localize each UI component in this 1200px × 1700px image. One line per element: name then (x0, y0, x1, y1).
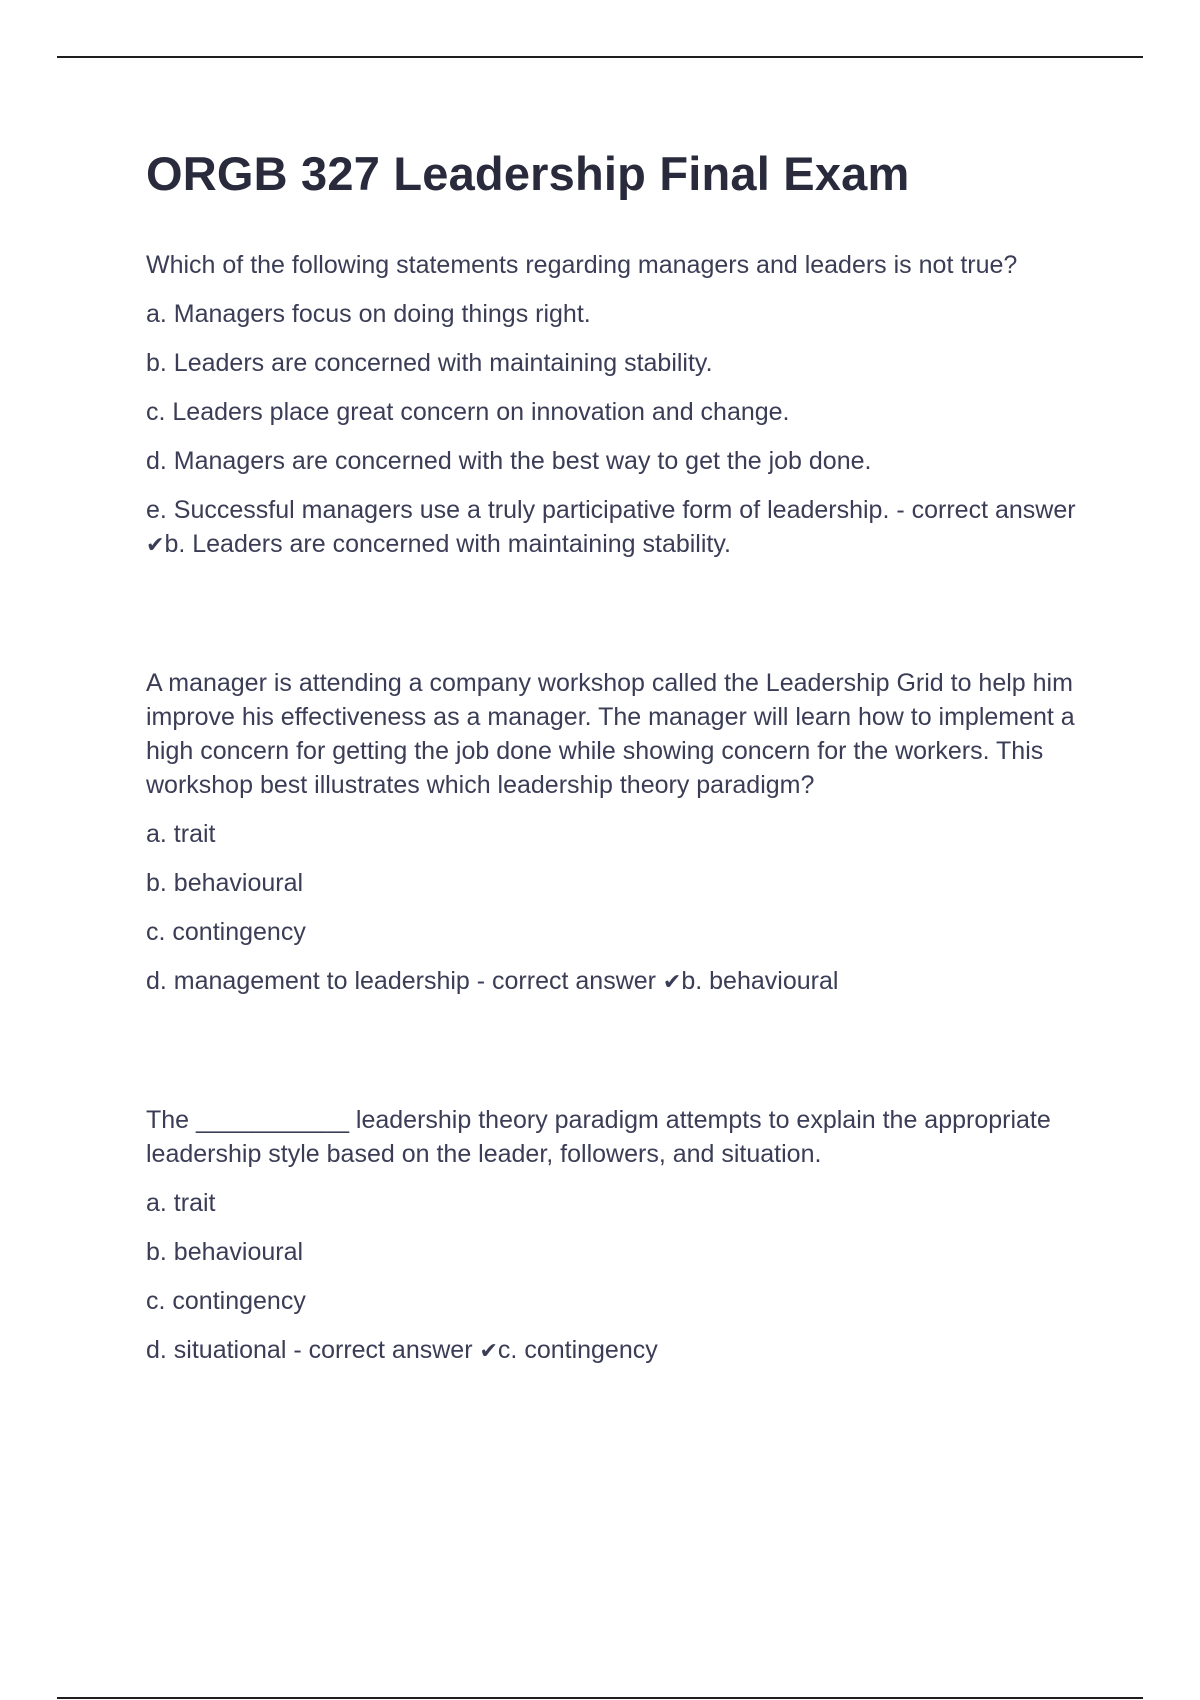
answer-option-text: d. situational - correct answer (146, 1336, 480, 1364)
answer-option: a. Managers focus on doing things right. (146, 300, 591, 328)
answer-option: b. Leaders are concerned with maintaining stability. (146, 349, 713, 377)
answer-option-text: d. management to leadership - correct answer (146, 967, 663, 995)
question-block (146, 1103, 1096, 1369)
question-stem: The ___________ leadership theory paradigm attempts to explain the appropriate leadership style based on the leader, followers, and situation. (146, 1106, 1051, 1168)
answer-option-text: e. Successful managers use a truly participative form of leadership. - correct answer (146, 496, 1076, 524)
answer-option: a. trait (146, 820, 216, 848)
document-body (146, 140, 1096, 1364)
answer-option-with-correct-answer (146, 1333, 1096, 1369)
correct-answer: b. Leaders are concerned with maintaining stability. (164, 530, 731, 558)
top-divider (57, 56, 1143, 58)
answer-option: c. Leaders place great concern on innovation and change. (146, 398, 790, 426)
check-mark-icon: ✔ (146, 533, 165, 558)
answer-option-with-correct-answer (146, 493, 1096, 563)
answer-option: b. behavioural (146, 869, 304, 897)
question-block (146, 248, 1096, 563)
answer-option-with-correct-answer (146, 964, 1096, 1000)
answer-option: d. Managers are concerned with the best way to get the job done. (146, 447, 872, 475)
question-block (146, 666, 1096, 1000)
answer-option: c. contingency (146, 918, 306, 946)
check-mark-icon: ✔ (662, 970, 682, 995)
check-mark-icon: ✔ (479, 1339, 498, 1364)
question-stem: A manager is attending a company workshop called the Leadership Grid to help him improve his effectiveness as a manager. The manager will learn how to implement a high concern for getting the job done while showing concern for the workers. This workshop best illustrates which leadership theory paradigm? (146, 669, 1075, 799)
correct-answer: c. contingency (497, 1336, 658, 1364)
bottom-divider (57, 1697, 1143, 1699)
page-title: ORGB 327 Leadership Final Exam (146, 147, 910, 200)
question-stem: Which of the following statements regarding managers and leaders is not true? (146, 251, 1018, 279)
correct-answer: b. behavioural (681, 967, 839, 995)
answer-option: a. trait (146, 1189, 216, 1217)
answer-option: c. contingency (146, 1287, 306, 1315)
answer-option: b. behavioural (146, 1238, 304, 1266)
